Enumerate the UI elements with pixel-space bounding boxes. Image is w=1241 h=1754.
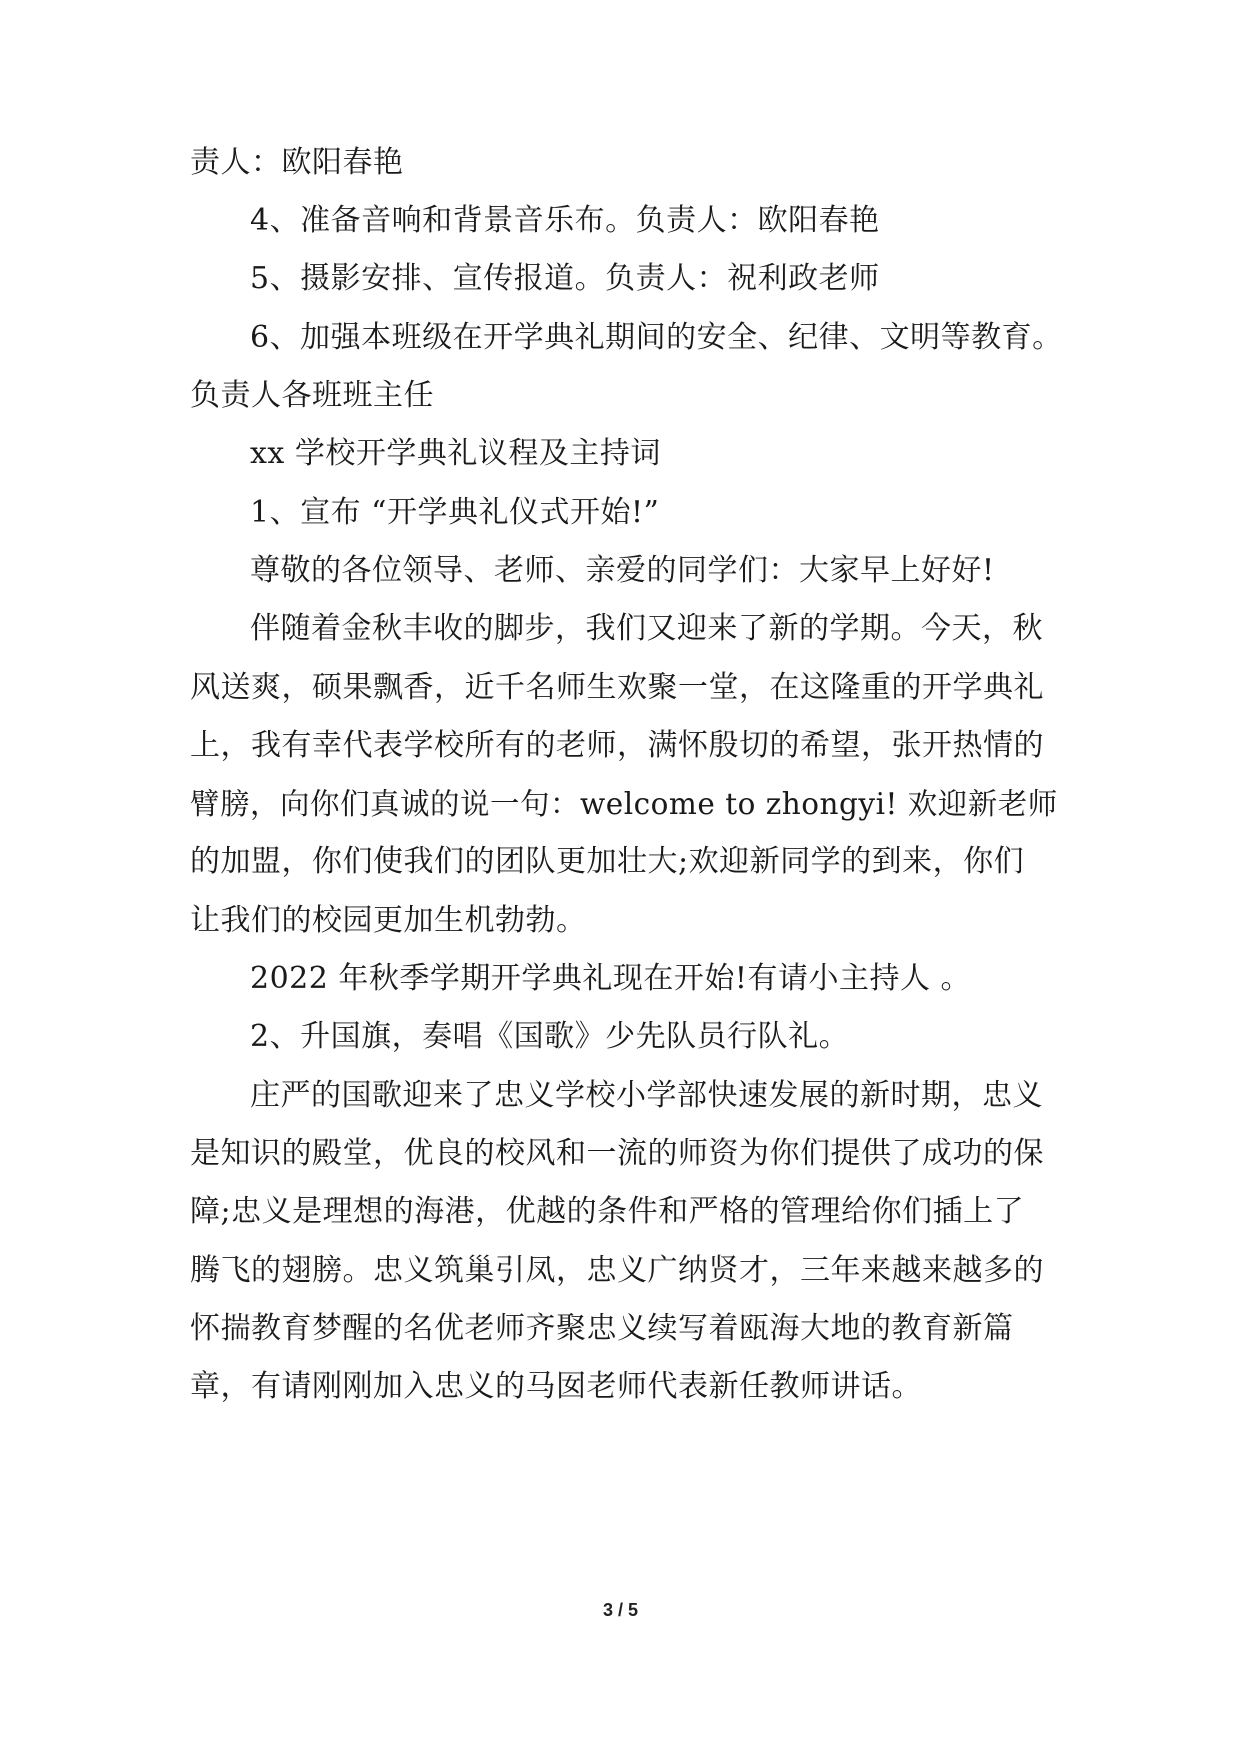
text-line: 臂膀，向你们真诚的说一句：welcome to zhongyi! 欢迎新老师 bbox=[190, 787, 1058, 821]
text-line: 是知识的殿堂，优良的校风和一流的师资为你们提供了成功的保 bbox=[190, 1136, 1044, 1171]
text-line: 1、宣布 “开学典礼仪式开始!” bbox=[250, 495, 660, 530]
text-line: 庄严的国歌迎来了忠义学校小学部快速发展的新时期，忠义 bbox=[250, 1078, 1043, 1113]
text-line: 2、升国旗，奏唱《国歌》少先队员行队礼。 bbox=[250, 1019, 850, 1054]
text-line: 让我们的校园更加生机勃勃。 bbox=[190, 903, 587, 938]
text-line: 2022 年秋季学期开学典礼现在开始!有请小主持人 。 bbox=[250, 961, 971, 996]
text-line: 尊敬的各位领导、老师、亲爱的同学们：大家早上好好! bbox=[250, 553, 995, 588]
text-line: 负责人各班班主任 bbox=[190, 378, 434, 413]
page-number: 3 / 5 bbox=[602, 1600, 639, 1620]
text-line: 上，我有幸代表学校所有的老师，满怀殷切的希望，张开热情的 bbox=[190, 728, 1044, 763]
text-line: 腾飞的翅膀。忠义筑巢引凤，忠义广纳贤才，三年来越来越多的 bbox=[190, 1253, 1044, 1288]
text-line: 章，有请刚刚加入忠义的马囡老师代表新任教师讲话。 bbox=[190, 1369, 922, 1404]
text-line: 伴随着金秋丰收的脚步，我们又迎来了新的学期。今天，秋 bbox=[250, 611, 1043, 646]
text-line: 6、加强本班级在开学典礼期间的安全、纪律、文明等教育。 bbox=[250, 320, 1063, 355]
text-line: 的加盟，你们使我们的团队更加壮大;欢迎新同学的到来，你们 bbox=[190, 844, 1025, 879]
section-heading: xx 学校开学典礼议程及主持词 bbox=[250, 436, 661, 471]
text-line: 障;忠义是理想的海港，优越的条件和严格的管理给你们插上了 bbox=[190, 1194, 1025, 1229]
text-line: 责人：欧阳春艳 bbox=[190, 145, 404, 180]
text-line: 风送爽，硕果飘香，近千名师生欢聚一堂，在这隆重的开学典礼 bbox=[190, 670, 1044, 705]
text-line: 5、摄影安排、宣传报道。负责人：祝利政老师 bbox=[250, 261, 880, 296]
text-line: 怀揣教育梦醒的名优老师齐聚忠义续写着瓯海大地的教育新篇 bbox=[190, 1311, 1014, 1346]
text-line: 4、准备音响和背景音乐布。负责人：欧阳春艳 bbox=[250, 203, 880, 238]
